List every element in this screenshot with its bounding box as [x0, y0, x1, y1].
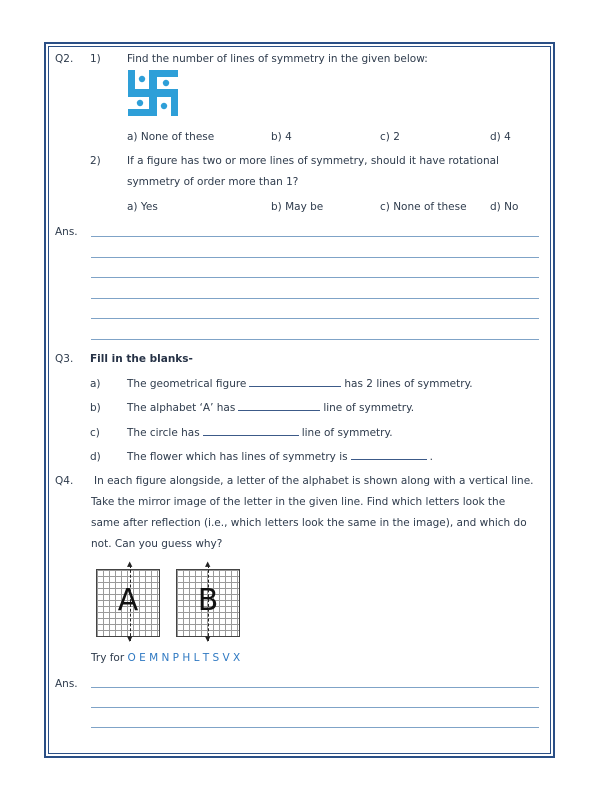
q4-answer-line[interactable] — [91, 727, 539, 728]
q3-item-b-after: line of symmetry. — [323, 402, 415, 414]
q3-item-d-before: The flower which has lines of symmetry is — [127, 451, 348, 463]
arrow-up-icon: ▲ — [127, 560, 133, 568]
q2-answer-line[interactable] — [91, 257, 539, 258]
q3-item-c-after: line of symmetry. — [301, 427, 393, 439]
q3-label: Q3. — [55, 353, 74, 365]
q3-item-b-number: b) — [90, 402, 101, 414]
q2-sub1-number: 1) — [90, 53, 101, 65]
q2-sub1-option-b: b) 4 — [271, 131, 292, 143]
q2-sub1-question: Find the number of lines of symmetry in the given below: — [127, 53, 428, 65]
q4-label: Q4. — [55, 475, 74, 487]
letter-a-glyph: A — [117, 583, 139, 618]
q2-sub2-question-line2: symmetry of order more than 1? — [127, 176, 299, 188]
arrow-down-icon: ▼ — [205, 635, 211, 643]
q3-item-d-number: d) — [90, 451, 101, 463]
q3-item-a-before: The geometrical figure — [127, 378, 247, 390]
mirror-line — [208, 565, 209, 641]
arrow-down-icon: ▼ — [127, 635, 133, 643]
q2-label: Q2. — [55, 53, 74, 65]
q3-item-c — [127, 427, 393, 440]
q4-try-for — [91, 652, 240, 665]
letter-grid-figure — [96, 569, 160, 637]
q3-title: Fill in the blanks- — [90, 353, 193, 365]
mirror-line — [130, 565, 131, 641]
letter-b-glyph: B — [197, 583, 219, 618]
q3-item-a-number: a) — [90, 378, 101, 390]
q2-answer-label: Ans. — [55, 226, 78, 238]
q2-sub2-question-line1: If a figure has two or more lines of symmetry, should it have rotational — [127, 155, 499, 167]
q3-item-c-number: c) — [90, 427, 100, 439]
q3-item-d — [127, 451, 433, 464]
q2-answer-line[interactable] — [91, 298, 539, 299]
q2-answer-line[interactable] — [91, 236, 539, 237]
q2-sub2-option-a: a) Yes — [127, 201, 158, 213]
q4-answer-label: Ans. — [55, 678, 78, 690]
q2-sub2-option-d: d) No — [490, 201, 519, 213]
arrow-up-icon: ▲ — [205, 560, 211, 568]
q3-item-c-before: The circle has — [127, 427, 200, 439]
swastika-figure-icon — [128, 70, 178, 116]
q2-sub1-option-a: a) None of these — [127, 131, 215, 143]
q2-sub2-option-c: c) None of these — [380, 201, 467, 213]
q4-text-line4: not. Can you guess why? — [91, 538, 223, 550]
q2-sub2-option-b: b) May be — [271, 201, 324, 213]
fill-blank[interactable] — [238, 410, 320, 411]
q3-item-a-after: has 2 lines of symmetry. — [344, 378, 473, 390]
q4-answer-line[interactable] — [91, 687, 539, 688]
q4-try-prefix: Try for — [91, 652, 128, 664]
fill-blank[interactable] — [249, 386, 341, 387]
fill-blank[interactable] — [351, 459, 427, 460]
q4-answer-line[interactable] — [91, 707, 539, 708]
q2-answer-line[interactable] — [91, 339, 539, 340]
q4-text-line2: Take the mirror image of the letter in the given line. Find which letters look the — [91, 496, 506, 508]
q3-item-d-after: . — [429, 451, 433, 463]
q3-item-b — [127, 402, 414, 415]
page-border-inner — [48, 46, 551, 754]
q4-text-line3: same after reflection (i.e., which letters look the same in the image), and which do — [91, 517, 527, 529]
q2-sub2-number: 2) — [90, 155, 101, 167]
q4-text-line1: In each figure alongside, a letter of the alphabet is shown along with a vertical line. — [94, 475, 534, 487]
fill-blank[interactable] — [203, 435, 299, 436]
q2-sub1-option-d: d) 4 — [490, 131, 511, 143]
q2-sub1-option-c: c) 2 — [380, 131, 400, 143]
q2-answer-line[interactable] — [91, 277, 539, 278]
q3-item-b-before: The alphabet ‘A’ has — [127, 402, 236, 414]
q3-item-a — [127, 378, 473, 391]
q2-answer-line[interactable] — [91, 318, 539, 319]
q4-try-letters: O E M N P H L T S V X — [127, 652, 241, 664]
